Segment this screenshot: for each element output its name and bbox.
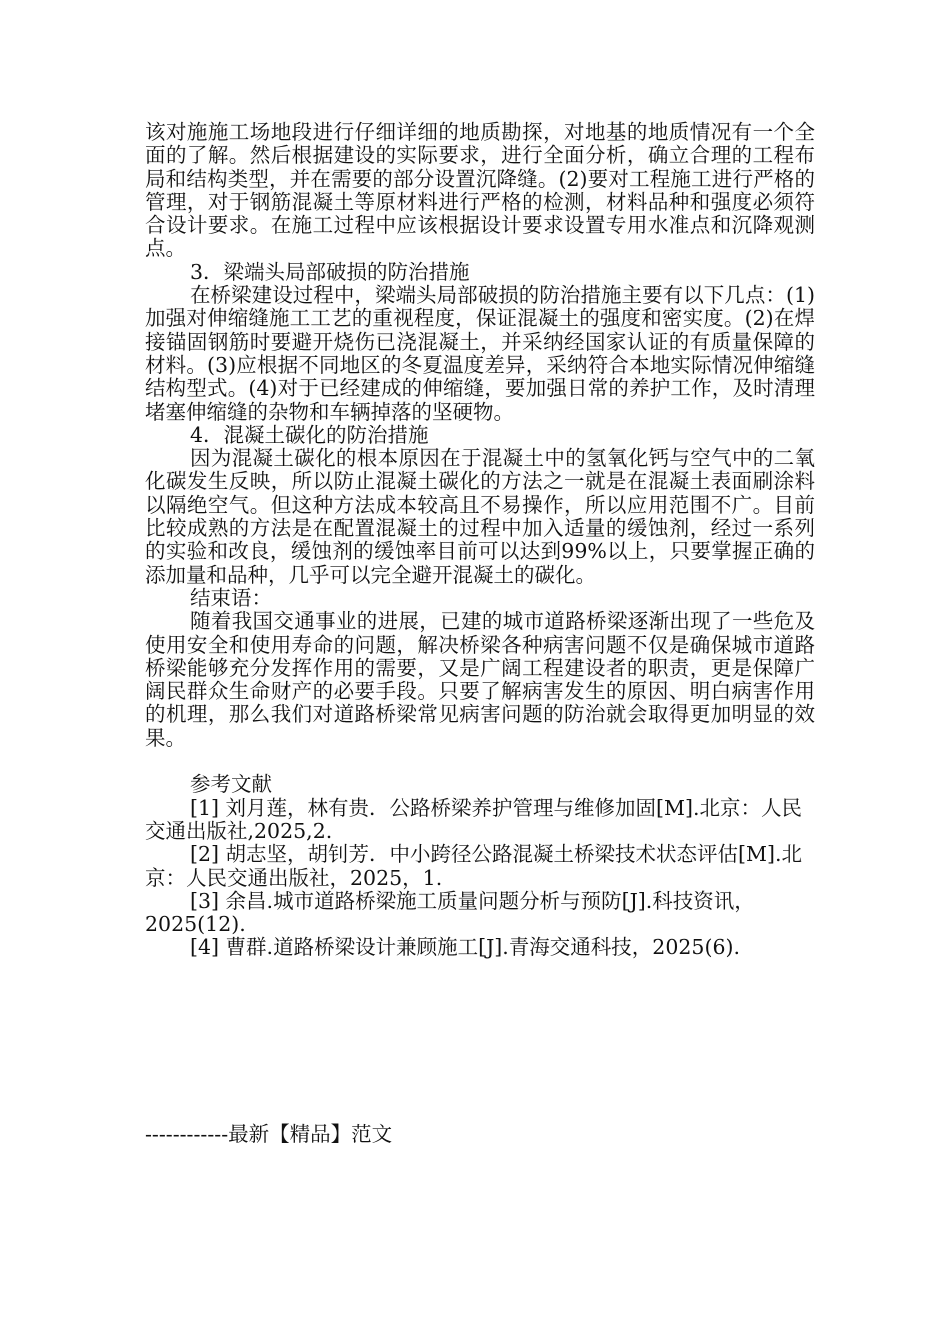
conclusion-label: 结束语： bbox=[190, 585, 272, 610]
body-paragraph-intro: 该对施施工场地段进行仔细详细的地质勘探，对地基的地质情况有一个全面的了解。然后根据建设的实际要求，进行全面分析，确立合理的工程布局和结构类型，并在需要的部分设置沉降缝。(2)要对工程施工进行严格的管理，对于钢筋混凝土等原材料进行严格的检测，材料品种和强度必须符合设计要求。在施工过程中应该根据设计要求设置专用水准点和沉降观测点。 bbox=[145, 120, 815, 261]
section-heading-3: 3．梁端头局部破损的防治措施 bbox=[190, 259, 470, 284]
reference-item: [1] 刘月莲，林有贵．公路桥梁养护管理与维修加固[M].北京：人民交通出版社,2025,2. bbox=[145, 795, 803, 843]
spacer bbox=[145, 750, 815, 773]
reference-item: [4] 曹群.道路桥梁设计兼顾施工[J].青海交通科技，2025(6). bbox=[190, 935, 741, 960]
section-heading-4: 4．混凝土碳化的防治措施 bbox=[190, 422, 429, 447]
body-paragraph-conclusion: 随着我国交通事业的进展，已建的城市道路桥梁逐渐出现了一些危及使用安全和使用寿命的问题，解决桥梁各种病害问题不仅是确保城市道路桥梁能够充分发挥作用的需要，又是广阔工程建设者的职责，更是保障广阔民群众生命财产的必要手段。只要了解病害发生的原因、明白病害作用的机理，那么我们对道路桥梁常见病害问题的防治就会取得更加明显的效果。 bbox=[145, 609, 815, 750]
reference-item: [2] 胡志坚，胡钊芳．中小跨径公路混凝土桥梁技术状态评估[M].北京：人民交通出版社，2025，1. bbox=[145, 842, 803, 890]
footer-label: ------------最新【精品】范文 bbox=[145, 1122, 393, 1146]
body-paragraph-4: 因为混凝土碳化的根本原因在于混凝土中的氢氧化钙与空气中的二氧化碳发生反映，所以防止混凝土碳化的方法之一就是在混凝土表面刷涂料以隔绝空气。但这种方法成本较高且不易操作，所以应用范围不广。目前比较成熟的方法是在配置混凝土的过程中加入适量的缓蚀剂，经过一系列的实验和改良，缓蚀剂的缓蚀率目前可以达到99%以上，只要掌握正确的添加量和品种，几乎可以完全避开混凝土的碳化。 bbox=[145, 446, 815, 587]
reference-item: [3] 余昌.城市道路桥梁施工质量问题分析与预防[J].科技资讯，2025(12). bbox=[145, 888, 755, 937]
references-title: 参考文献 bbox=[190, 772, 272, 797]
document-page bbox=[145, 121, 815, 960]
body-paragraph-3: 在桥梁建设过程中，梁端头局部破损的防治措施主要有以下几点：(1)加强对伸缩缝施工工艺的重视程度，保证混凝土的强度和密实度。(2)在焊接锚固钢筋时要避开烧伤已浇混凝土，并采纳经国家认证的有质量保障的材料。(3)应根据不同地区的冬夏温度差异，采纳符合本地实际情况伸缩缝结构型式。(4)对于已经建成的伸缩缝，要加强日常的养护工作，及时清理堵塞伸缩缝的杂物和车辆掉落的坚硬物。 bbox=[145, 283, 815, 424]
